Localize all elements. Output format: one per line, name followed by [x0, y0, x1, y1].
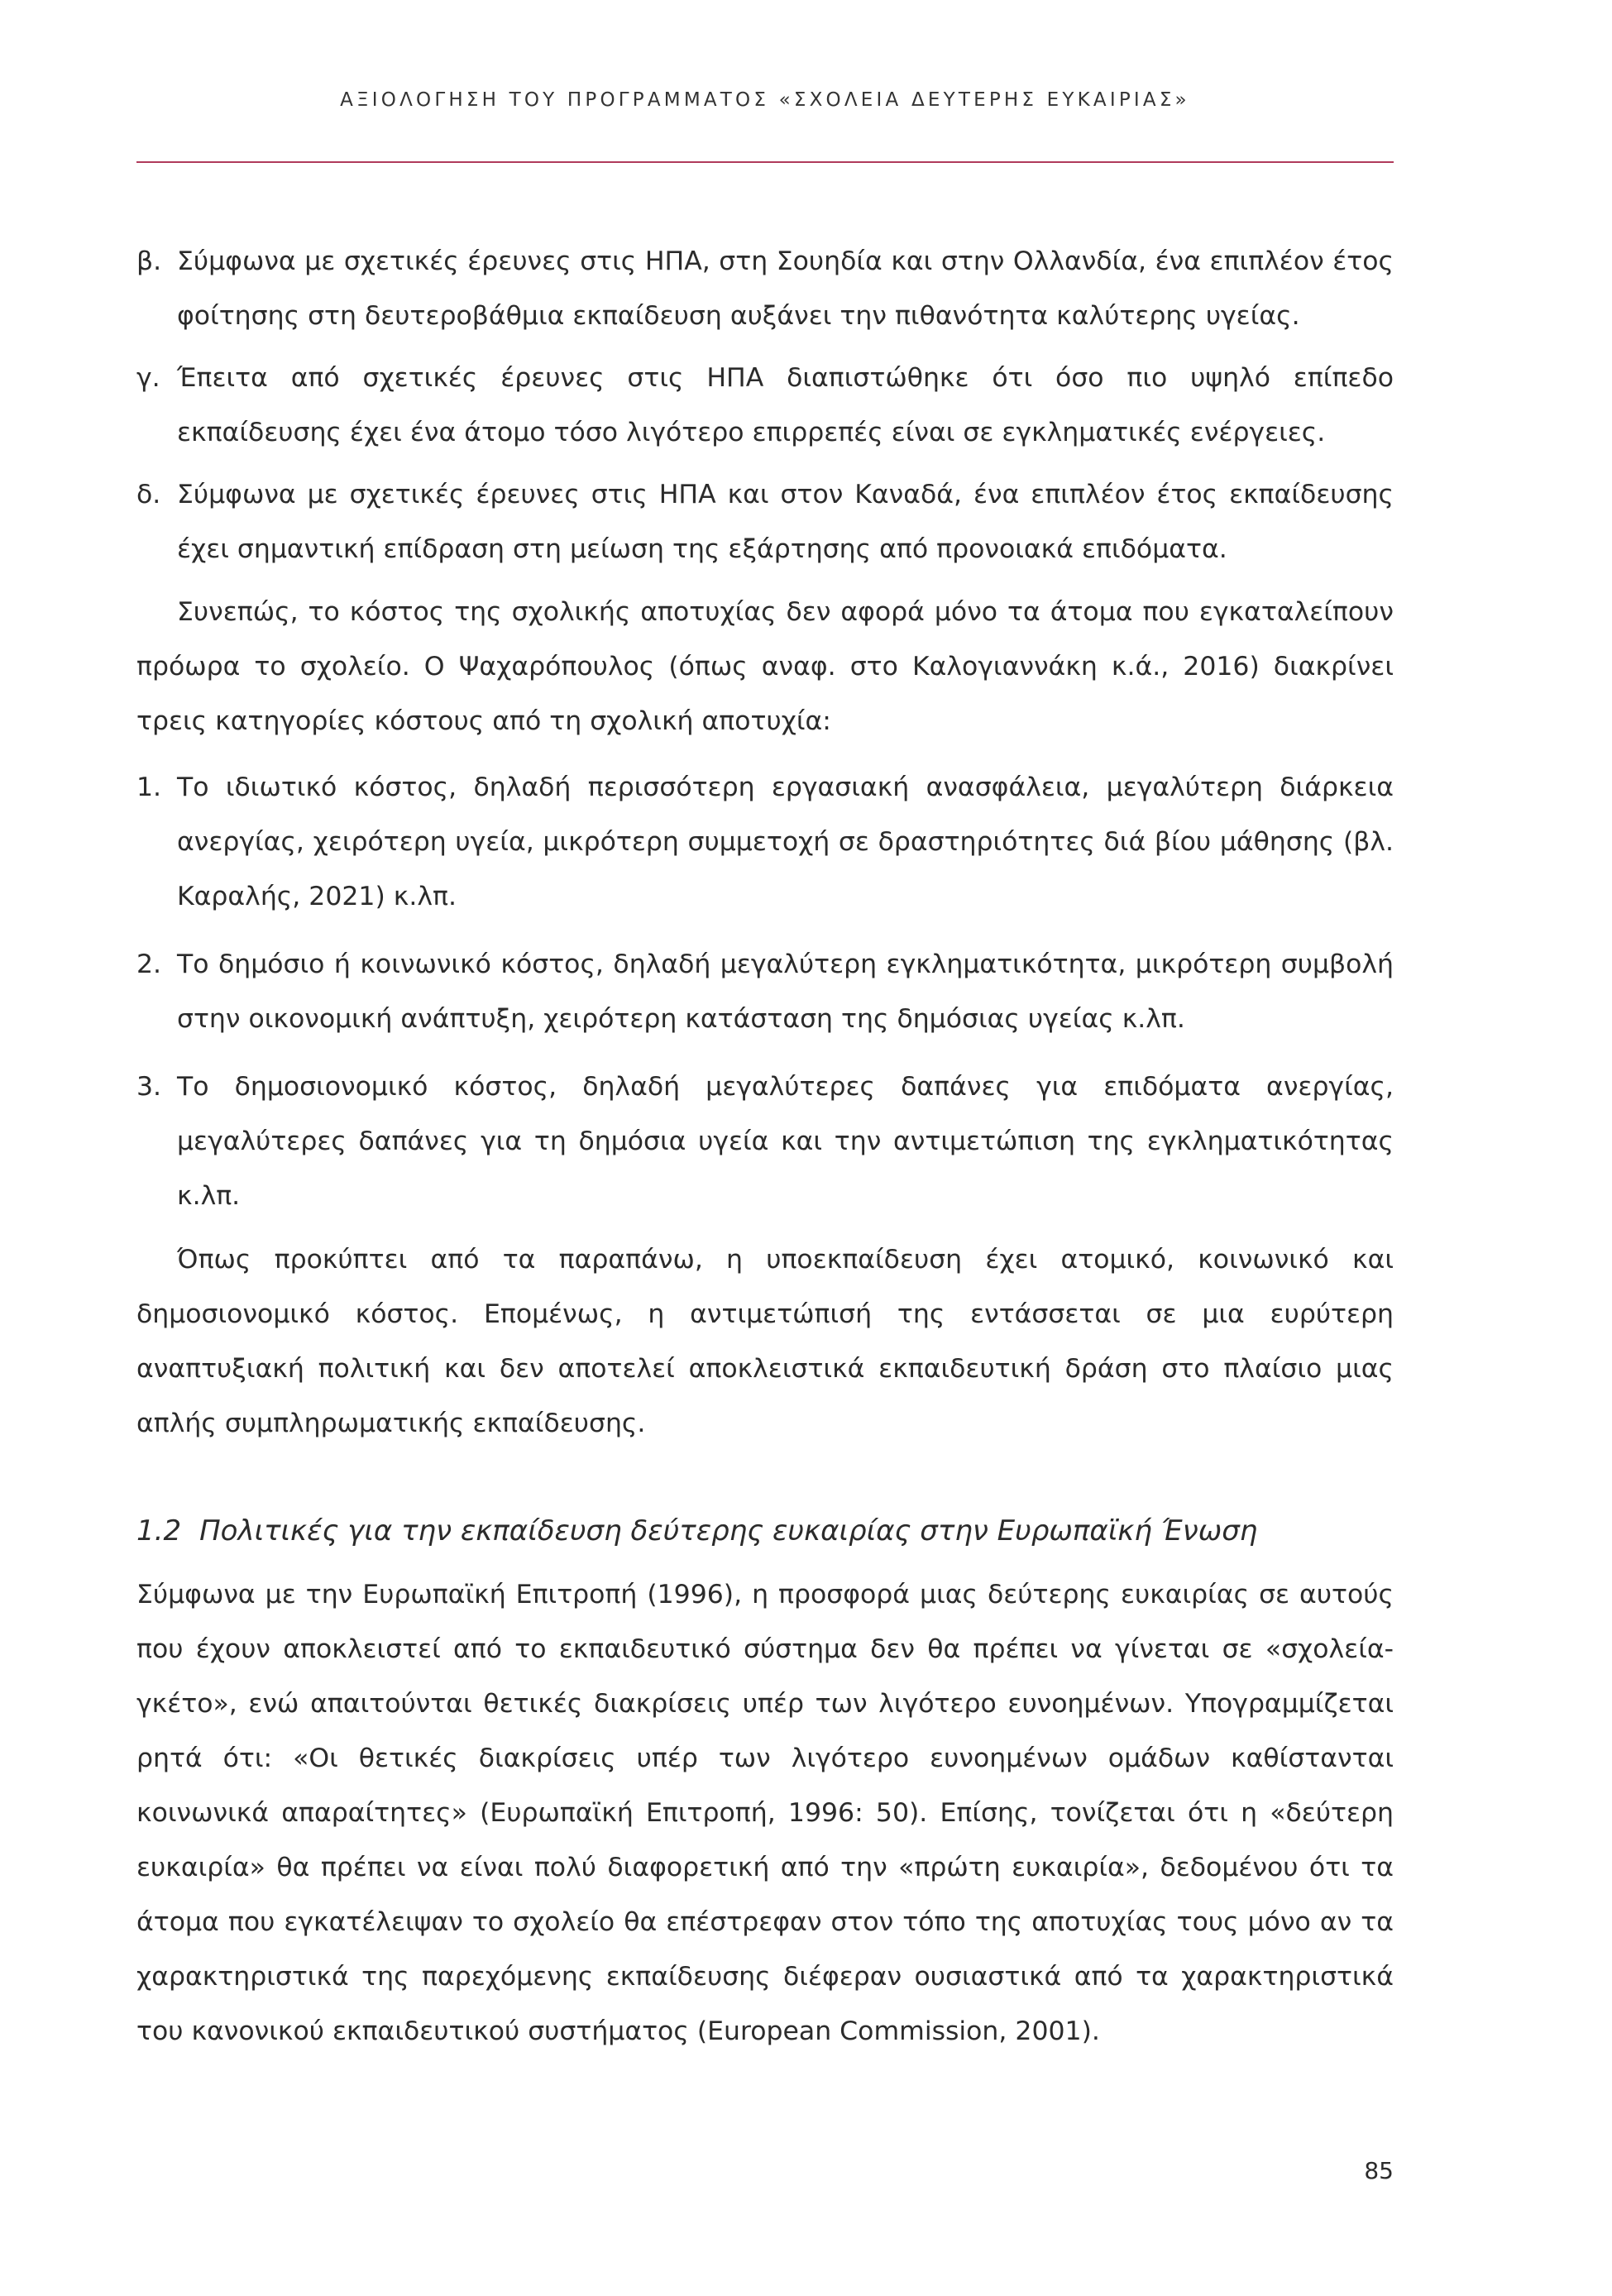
list-item-text: Σύμφωνα με σχετικές έρευνες στις ΗΠΑ, στη Σουηδία και στην Ολλανδία, ένα επιπλέον έτος φοίτησης στη δευτεροβάθμια εκπαίδευση αυξάνει την πιθανότητα καλύτερης υγείας. [177, 246, 1394, 331]
list-item-text: Το ιδιωτικό κόστος, δηλαδή περισσότερη εργασιακή ανασφάλεια, μεγαλύτερη διάρκεια ανεργίας, χειρότερη υγεία, μικρότερη συμμετοχή σε δραστηριότητες διά βίου μάθησης (βλ. Καραλής, 2021) κ.λπ. [177, 773, 1394, 911]
numbered-item-1 [136, 760, 1394, 924]
numbered-item-2 [136, 937, 1394, 1046]
body-text [136, 234, 1394, 2059]
page-number: 85 [1364, 2157, 1394, 2184]
list-item-text: Το δημοσιονομικό κόστος, δηλαδή μεγαλύτερες δαπάνες για επιδόματα ανεργίας, μεγαλύτερες δαπάνες για τη δημόσια υγεία και την αντιμετώπιση της εγκληματικότητας κ.λπ. [177, 1072, 1394, 1211]
running-header: ΑΞΙΟΛΟΓΗΣΗ ΤΟΥ ΠΡΟΓΡΑΜΜΑΤΟΣ «ΣΧΟΛΕΙΑ ΔΕΥΤΕΡΗΣ ΕΥΚΑΙΡΙΑΣ» [340, 89, 1190, 111]
list-item-text: Το δημόσιο ή κοινωνικό κόστος, δηλαδή μεγαλύτερη εγκληματικότητα, μικρότερη συμβολή στην οικονομική ανάπτυξη, χειρότερη κατάσταση της δημόσιας υγείας κ.λπ. [177, 949, 1394, 1034]
paragraph-eu-policy: Σύμφωνα με την Ευρωπαϊκή Επιτροπή (1996), η προσφορά μιας δεύτερης ευκαιρίας σε αυτούς που έχουν αποκλειστεί από το εκπαιδευτικό σύστημα δεν θα πρέπει να γίνεται σε «σχολεία-γκέτο», ενώ απαιτούνται θετικές διακρίσεις υπέρ των λιγότερο ευνοημένων. Υπογραμμίζεται ρητά ότι: «Οι θετικές διακρίσεις υπέρ των λιγότερο ευνοημένων ομάδων καθίστανται κοινωνικά απαραίτητες» (Ευρωπαϊκή Επιτροπή, 1996: 50). Επίσης, τονίζεται ότι η «δεύτερη ευκαιρία» θα πρέπει να είναι πολύ διαφορετική από την «πρώτη ευκαιρία», δεδομένου ότι τα άτομα που εγκατέλειψαν το σχολείο θα επέστρεφαν στον τόπο της αποτυχίας τους μόνο αν τα χαρακτηριστικά της παρεχόμενης εκπαίδευσης διέφεραν ουσιαστικά από τα χαρακτηριστικά του κανονικού εκπαιδευτικού συστήματος (European Commission, 2001). [136, 1580, 1394, 2046]
list-item-text: Σύμφωνα με σχετικές έρευνες στις ΗΠΑ και στον Καναδά, ένα επιπλέον έτος εκπαίδευσης έχει σημαντική επίδραση στη μείωση της εξάρτησης από προνοιακά επιδόματα. [177, 480, 1394, 564]
paragraph-cost-types: Συνεπώς, το κόστος της σχολικής αποτυχίας δεν αφορά μόνο τα άτομα που εγκαταλείπουν πρόωρα το σχολείο. Ο Ψαχαρόπουλος (όπως αναφ. στο Καλογιαννάκη κ.ά., 2016) διακρίνει τρεις κατηγορίες κόστους από τη σχολική αποτυχία: [136, 597, 1394, 736]
paragraph-conclusion: Όπως προκύπτει από τα παραπάνω, η υποεκπαίδευση έχει ατομικό, κοινωνικό και δημοσιονομικό κόστος. Επομένως, η αντιμετώπισή της εντάσσεται σε μια ευρύτερη αναπτυξιακή πολιτική και δεν αποτελεί αποκλειστικά εκπαιδευτική δράση στο πλαίσιο μιας απλής συμπληρωματικής εκπαίδευσης. [136, 1245, 1394, 1438]
numbered-item-3 [136, 1060, 1394, 1223]
list-marker: 3. [136, 1072, 162, 1102]
list-item-beta [136, 234, 1394, 343]
section-heading [136, 1504, 1394, 1558]
list-marker: δ. [136, 480, 161, 509]
list-marker: β. [136, 246, 162, 276]
section-number: 1.2 [136, 1514, 182, 1547]
header-rule [136, 161, 1394, 163]
list-marker: γ. [136, 363, 160, 393]
list-marker: 1. [136, 773, 162, 802]
list-marker: 2. [136, 949, 162, 979]
list-item-gamma [136, 351, 1394, 460]
list-item-text: Έπειτα από σχετικές έρευνες στις ΗΠΑ διαπιστώθηκε ότι όσο πιο υψηλό επίπεδο εκπαίδευσης έχει ένα άτομο τόσο λιγότερο επιρρεπές είναι σε εγκληματικές ενέργειες. [177, 363, 1394, 447]
list-item-delta [136, 467, 1394, 576]
section-title: Πολιτικές για την εκπαίδευση δεύτερης ευκαιρίας στην Ευρωπαϊκή Ένωση [199, 1514, 1258, 1547]
